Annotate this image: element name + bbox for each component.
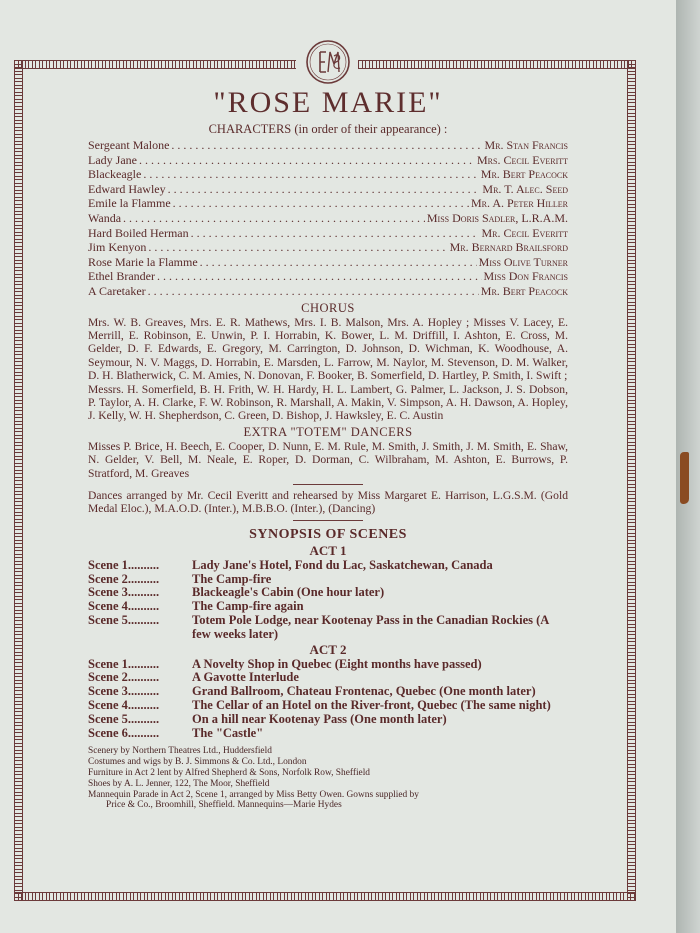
actor-name: Miss Olive Turner (478, 254, 568, 269)
totem-dancers: Misses P. Brice, H. Beech, E. Cooper, D. Nunn, E. M. Rule, M. Smith, J. Smith, J. M. Smith, E. Shaw, N. Gelder, V. Bell, M. Neale, E. Roper, D. Dorman, C. Wilbraham, M. Ashton, E. Burrows, P. Stratford, M. Greaves (88, 439, 568, 480)
role-name: Ethel Brander (88, 269, 155, 284)
scene-row (88, 573, 568, 587)
actor-name: Miss Don Francis (483, 269, 568, 284)
border-right (627, 60, 636, 901)
cast-row (88, 196, 568, 211)
chorus-men: Messrs. H. Somerfield, B. H. Frith, W. H. Hardy, H. L. Lambert, G. Palmer, L. Jackson, J. S. Dobson, P. Taylor, A. H. Clarke, F. W. Robinson, R. Marshall, A. Makin, V. Simpson, A. H. Dawson, A. Hopley, J. Kelly, W. H. Shepherdson, C. Green, D. Bishop, J. Hawksley, E. C. Austin (88, 382, 568, 423)
role-name: A Caretaker (88, 283, 146, 298)
scene-description: Blackeagle's Cabin (One hour later) (192, 585, 385, 600)
totem-heading: EXTRA "TOTEM" DANCERS (243, 424, 413, 439)
scene-number: Scene 3.......... (88, 586, 160, 600)
scene-description: The "Castle" (192, 725, 264, 740)
scene-row (88, 600, 568, 614)
scene-number: Scene 2.......... (88, 572, 160, 586)
credit-line: Costumes and wigs by B. J. Simmons & Co. Ltd., London (88, 757, 307, 768)
dances-note: Dances arranged by Mr. Cecil Everitt and rehearsed by Miss Margaret E. Harrison, L.G.S.M. (Gold Medal Eloc.), M.A.O.D. (Inter.), M.B.B.O. (Inter.), (Dancing) (88, 489, 568, 516)
divider (293, 484, 363, 485)
role-name: Emile la Flamme (88, 196, 171, 211)
cast-row (88, 211, 568, 226)
scene-number: Scene 1.......... (88, 558, 160, 572)
role-name: Edward Hawley (88, 181, 166, 196)
scene-description: The Camp-fire (192, 571, 272, 586)
cast-row (88, 240, 568, 255)
role-name: Lady Jane (88, 152, 137, 167)
scene-description: A Gavotte Interlude (192, 670, 299, 685)
cast-row (88, 182, 568, 197)
cast-row (88, 167, 568, 182)
scene-row (88, 699, 568, 713)
credit-line: Scenery by Northern Theatres Ltd., Huddersfield (88, 746, 272, 757)
divider (293, 520, 363, 521)
cast-row (88, 138, 568, 153)
role-name: Blackeagle (88, 167, 142, 182)
scene-row (88, 586, 568, 600)
scene-description: The Camp-fire again (192, 599, 304, 614)
cast-row (88, 284, 568, 299)
scene-description: Totem Pole Lodge, near Kootenay Pass in the Canadian Rockies (A few weeks later) (192, 613, 549, 641)
act-heading: ACT 1 (309, 542, 347, 558)
role-name: Hard Boiled Herman (88, 225, 189, 240)
actor-name: Mr. A. Peter Hiller (470, 196, 568, 211)
credit-line: Furniture in Act 2 lent by Alfred Shepherd & Sons, Norfolk Row, Sheffield (88, 767, 370, 778)
border-top-left (14, 60, 296, 69)
scene-row (88, 671, 568, 685)
programme-content (88, 86, 568, 811)
scene-description: On a hill near Kootenay Pass (One month later) (192, 711, 447, 726)
credit-line: Mannequin Parade in Act 2, Scene 1, arranged by Miss Betty Owen. Gowns supplied by (88, 789, 419, 800)
show-title: "ROSE MARIE" (213, 86, 443, 119)
scene-row (88, 685, 568, 699)
role-name: Rose Marie la Flamme (88, 254, 198, 269)
characters-heading: CHARACTERS (in order of their appearance) : (208, 122, 448, 136)
actor-name: Mr. T. Alec. Seed (482, 181, 568, 196)
role-name: Sergeant Malone (88, 138, 170, 152)
credit-line: Shoes by A. L. Jenner, 122, The Moor, Sheffield (88, 778, 270, 789)
scene-description: Lady Jane's Hotel, Fond du Lac, Saskatchewan, Canada (192, 557, 493, 572)
scene-number: Scene 6.......... (88, 726, 160, 740)
actor-name: Mr. Bernard Brailsford (449, 240, 568, 255)
leader-dots (191, 226, 480, 241)
chorus-women: Mrs. W. B. Greaves, Mrs. E. R. Mathews, Mrs. I. B. Malson, Mrs. A. Hopley ; Misses V. Lacey, E. Merrill, E. Robinson, E. Unwin, P. I. Horrabin, K. Bower, L. M. Driffill, I. Ashton, E. Cross, M. Gelder, D. F. Edwards, E. Gregory, M. Carrington, D. Johnson, D. Wichman, K. Woodhouse, A. Seymour, N. V. Maggs, D. Horrabin, E. Marsden, L. Farrow, M. Naylor, M. Stevenson, D. M. Walker, D. H. Blatherwick, C. M. Amies, N. Donovan, F. Booker, B. Somerfield, D. Hartley, P. Smith, I. Swift ; (88, 315, 568, 383)
scene-number: Scene 5.......... (88, 614, 160, 627)
cast-row (88, 226, 568, 241)
scene-description: Grand Ballroom, Chateau Frontenac, Quebec (One month later) (192, 684, 536, 699)
leader-dots (148, 240, 447, 255)
leader-dots (148, 284, 479, 299)
synopsis-heading: SYNOPSIS OF SCENES (249, 526, 407, 542)
role-name: Wanda (88, 210, 122, 225)
leader-dots (168, 182, 481, 197)
leader-dots (139, 153, 475, 168)
credit-line: Price & Co., Broomhill, Sheffield. Mannequins—Marie Hydes (106, 800, 342, 811)
leader-dots (157, 269, 482, 284)
scene-row (88, 614, 568, 642)
actor-name: Mr. Bert Peacock (480, 167, 568, 182)
actor-name: Mr. Bert Peacock (480, 283, 568, 298)
role-name: Jim Kenyon (88, 240, 147, 255)
leader-dots (173, 196, 469, 211)
cast-row (88, 255, 568, 270)
scene-number: Scene 1.......... (88, 657, 160, 671)
scene-number: Scene 4.......... (88, 600, 160, 614)
cast-row (88, 153, 568, 168)
scene-row (88, 713, 568, 727)
cast-list (88, 138, 568, 299)
actor-name: Mr. Stan Francis (484, 138, 568, 152)
scene-number: Scene 5.......... (88, 712, 160, 726)
scene-number: Scene 4.......... (88, 698, 160, 712)
scene-number: Scene 3.......... (88, 685, 160, 699)
scene-description: A Novelty Shop in Quebec (Eight months have passed) (192, 656, 482, 671)
border-top-right (358, 60, 636, 69)
scene-row (88, 658, 568, 672)
act-heading: ACT 2 (309, 641, 347, 657)
actor-name: Miss Doris Sadler, L.R.A.M. (426, 210, 568, 225)
leader-dots (123, 211, 425, 226)
border-left (14, 60, 23, 901)
monogram-emblem-icon (304, 38, 352, 86)
production-credits (88, 746, 568, 811)
actor-name: Mrs. Cecil Everitt (477, 152, 568, 167)
actor-name: Mr. Cecil Everitt (481, 225, 568, 240)
scene-row (88, 559, 568, 573)
border-bottom (14, 892, 636, 901)
leader-dots (171, 138, 482, 153)
chorus-heading: CHORUS (301, 300, 355, 315)
scene-row (88, 727, 568, 741)
leader-dots (200, 255, 477, 270)
scene-description: The Cellar of an Hotel on the River-front, Quebec (The same night) (192, 697, 551, 712)
binding-tear (680, 452, 689, 504)
scene-number: Scene 2.......... (88, 671, 160, 685)
leader-dots (143, 167, 478, 182)
cast-row (88, 269, 568, 284)
